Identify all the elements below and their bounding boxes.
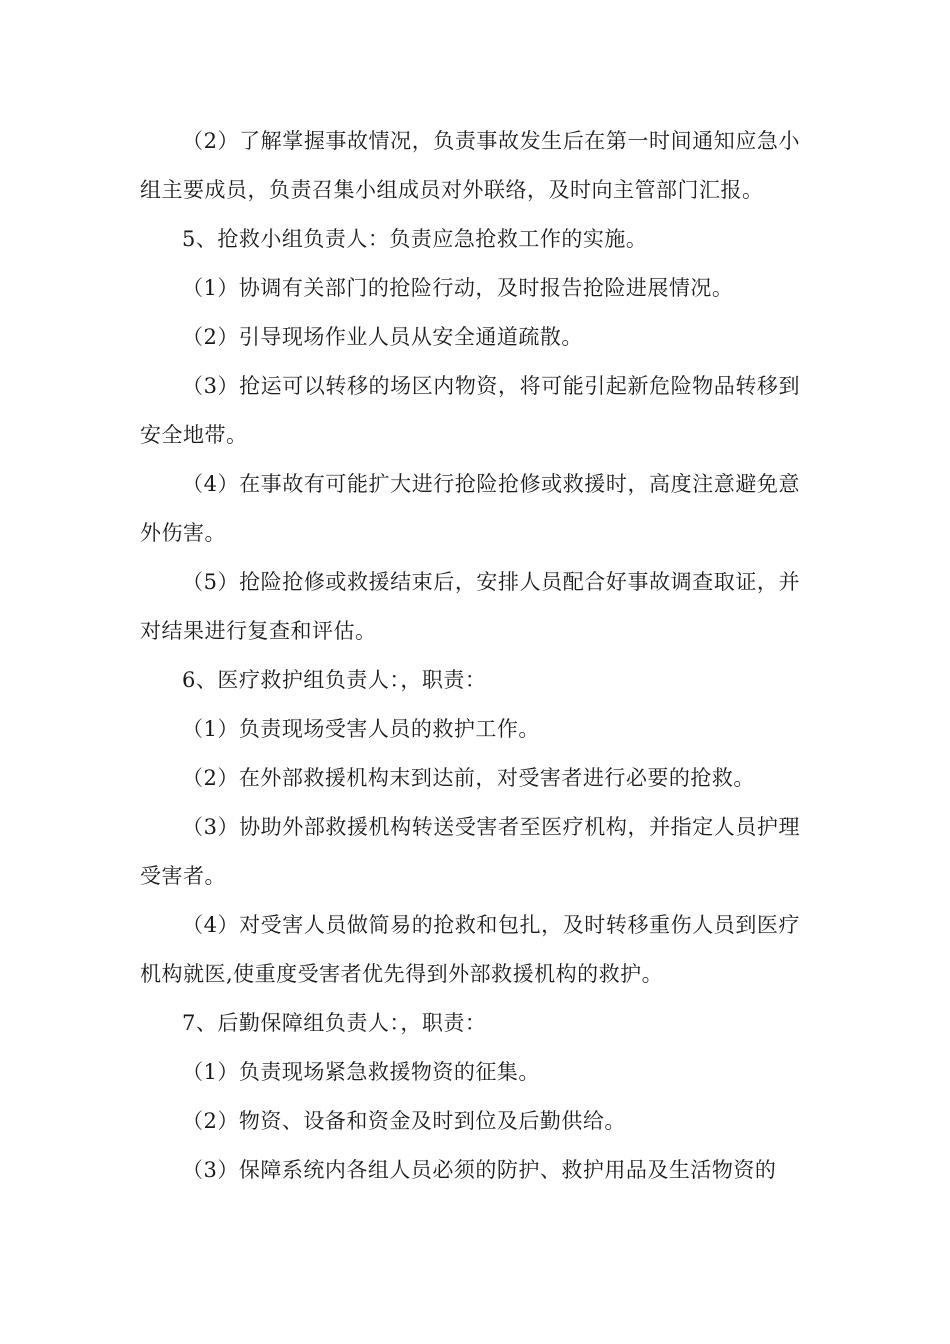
paragraph: （3）协助外部救援机构转送受害者至医疗机构，并指定人员护理受害者。 [140,815,800,888]
paragraph: （2）在外部救援机构末到达前，对受害者进行必要的抢救。 [182,766,755,790]
paragraph: （3）保障系统内各组人员必须的防护、救护用品及生活物资的 [182,1158,777,1182]
paragraph: （2）了解掌握事故情况，负责事故发生后在第一时间通知应急小组主要成员，负责召集小组成员对外联络，及时向主管部门汇报。 [140,129,800,202]
paragraph: （1）负责现场受害人员的救护工作。 [182,717,540,741]
paragraph: （4）对受害人员做简易的抢救和包扎，及时转移重伤人员到医疗机构就医,使重度受害者优先得到外部救援机构的救护。 [140,913,800,986]
paragraph: （2）引导现场作业人员从安全通道疏散。 [182,325,583,349]
paragraph: （5）抢险抢修或救援结束后，安排人员配合好事故调查取证，并对结果进行复查和评估。 [140,570,800,643]
paragraph: 6、医疗救护组负责人：，职责： [182,668,487,692]
paragraph: （4）在事故有可能扩大进行抢险抢修或救援时，高度注意避免意外伤害。 [140,472,800,545]
paragraph: （3）抢运可以转移的场区内物资，将可能引起新危险物品转移到安全地带。 [140,374,800,447]
document-body [140,117,800,1195]
paragraph: 5、抢救小组负责人：负责应急抢救工作的实施。 [182,227,648,251]
paragraph: 7、后勤保障组负责人：，职责： [182,1011,487,1035]
paragraph: （2）物资、设备和资金及时到位及后勤供给。 [182,1109,626,1133]
paragraph: （1）协调有关部门的抢险行动，及时报告抢险进展情况。 [182,276,734,300]
paragraph: （1）负责现场紧急救援物资的征集。 [182,1060,540,1084]
